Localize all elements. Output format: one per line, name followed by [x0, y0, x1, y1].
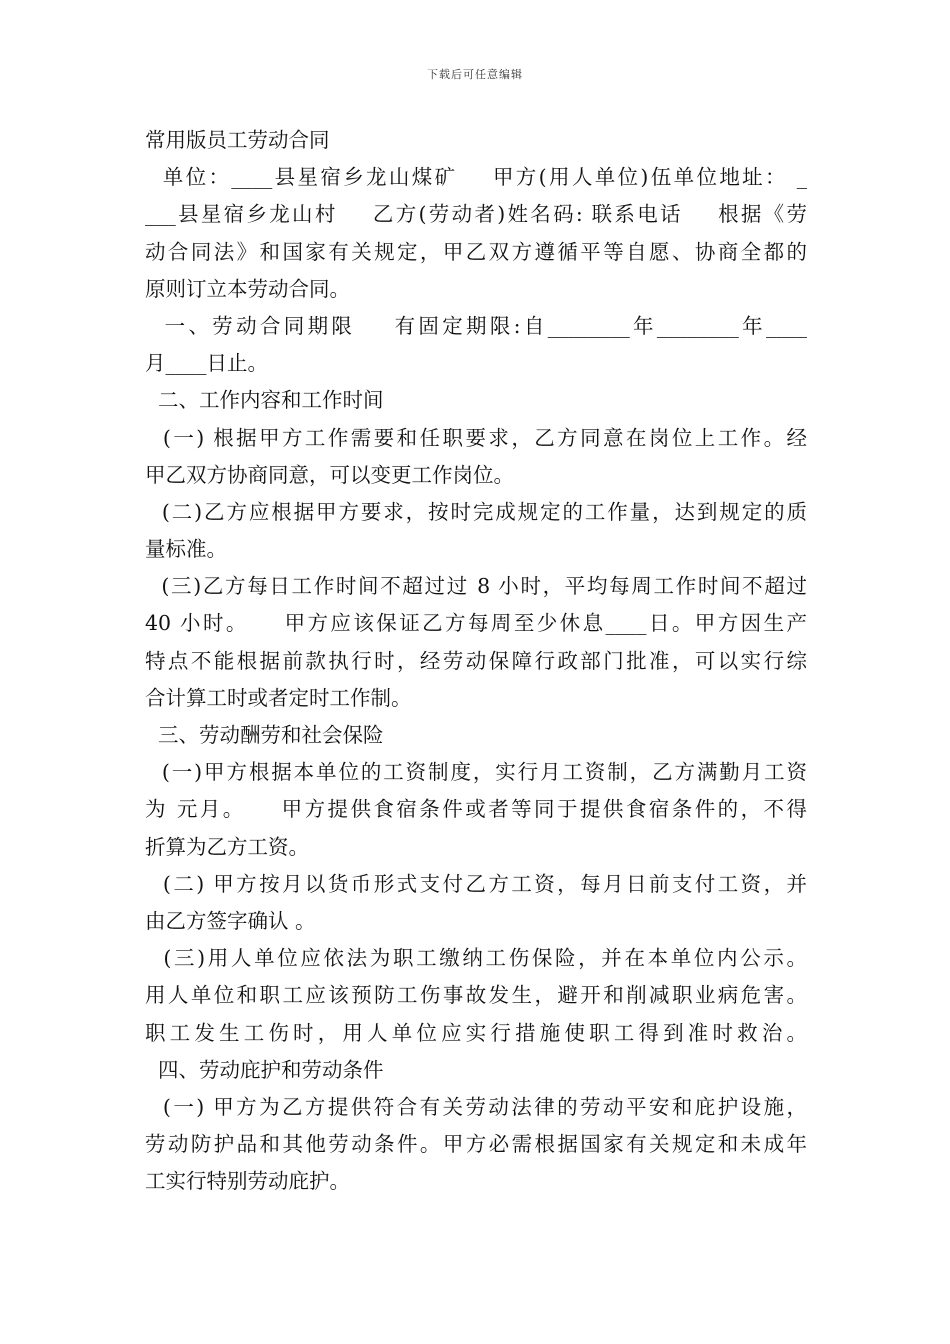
text-line: 甲乙双方协商同意，可以变更工作岗位。 — [145, 462, 514, 487]
text-line: 职工发生工伤时，用人单位应实行措施使职工得到准时救治。 — [145, 1020, 807, 1045]
text-line: (一) 根据甲方工作需要和任职要求，乙方同意在岗位上工作。经 — [145, 425, 807, 450]
text-line: 工实行特别劳动庇护。 — [145, 1169, 350, 1194]
text-line: 由乙方签字确认 。 — [145, 908, 316, 933]
text-line: 动合同法》和国家有关规定，甲乙双方遵循平等自愿、协商全都的 — [145, 239, 807, 264]
text-line: 劳动防护品和其他劳动条件。甲方必需根据国家有关规定和未成年 — [145, 1132, 807, 1157]
text-line: 月____日止。 — [145, 351, 268, 376]
text-line: 合计算工时或者定时工作制。 — [145, 685, 412, 710]
text-line: 特点不能根据前款执行时，经劳动保障行政部门批准，可以实行综 — [145, 648, 807, 673]
text-line: (三)用人单位应依法为职工缴纳工伤保险，并在本单位内公示。 — [145, 946, 807, 971]
section-heading-line: 一、劳动合同期限 有固定期限:自________年________年____ — [145, 313, 807, 338]
text-line: (二)乙方应根据甲方要求，按时完成规定的工作量，达到规定的质 — [145, 499, 807, 524]
page-header-note: 下载后可任意编辑 — [427, 68, 523, 81]
section-heading: 二、工作内容和工作时间 — [145, 388, 384, 413]
text-line: 40 小时。 甲方应该保证乙方每周至少休息____日。甲方因生产 — [145, 611, 807, 636]
text-line: ___县星宿乡龙山村 乙方(劳动者)姓名码: 联系电话 根据《劳 — [145, 202, 807, 227]
text-line: 量标准。 — [145, 537, 227, 562]
text-line: (三)乙方每日工作时间不超过过 8 小时，平均每周工作时间不超过 — [145, 574, 807, 599]
text-line: (一) 甲方为乙方提供符合有关劳动法律的劳动平安和庇护设施， — [145, 1094, 807, 1119]
text-line: 单位：____县星宿乡龙山煤矿 甲方(用人单位)伍单位地址： _ — [145, 165, 807, 190]
text-line: 为 元月。 甲方提供食宿条件或者等同于提供食宿条件的，不得 — [145, 797, 807, 822]
section-heading: 三、劳动酬劳和社会保险 — [145, 723, 384, 747]
text-line: (一)甲方根据本单位的工资制度，实行月工资制，乙方满勤月工资 — [145, 760, 807, 785]
text-line: (二) 甲方按月以货币形式支付乙方工资，每月日前支付工资，并 — [145, 871, 807, 896]
text-line: 用人单位和职工应该预防工伤事故发生，避开和削减职业病危害。 — [145, 983, 807, 1008]
text-line: 折算为乙方工资。 — [145, 834, 309, 859]
text-line: 原则订立本劳动合同。 — [145, 276, 350, 301]
document-title: 常用版员工劳动合同 — [145, 128, 330, 152]
document-body — [145, 122, 807, 1200]
section-heading: 四、劳动庇护和劳动条件 — [145, 1057, 384, 1082]
